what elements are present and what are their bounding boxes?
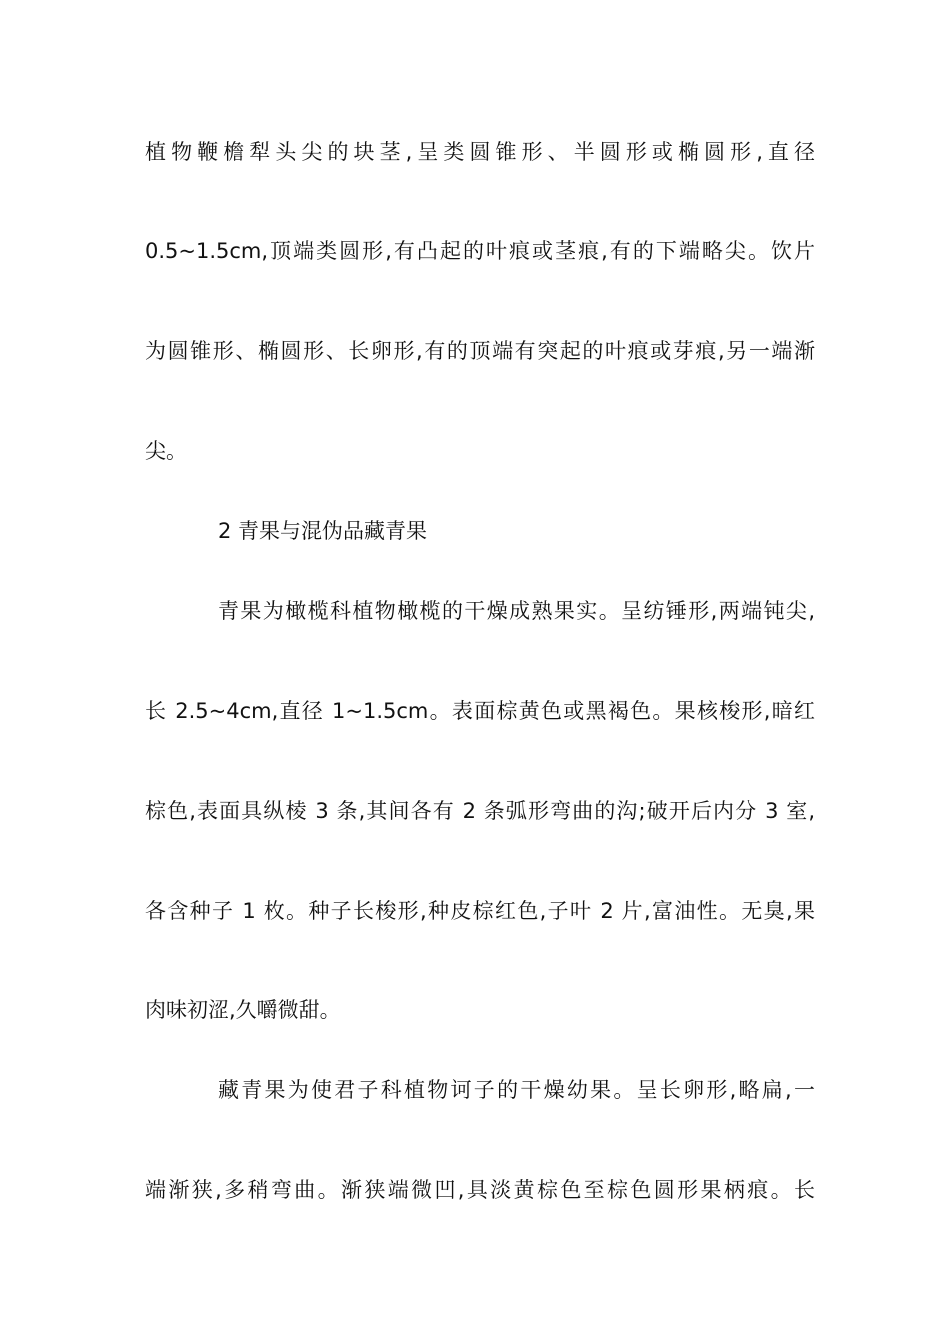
text-line: 0.5~1.5cm,顶端类圆形,有凸起的叶痕或茎痕,有的下端略尖。饮片 — [145, 239, 815, 263]
text-line: 端渐狭,多稍弯曲。渐狭端微凹,具淡黄棕色至棕色圆形果柄痕。长 — [145, 1178, 815, 1202]
text-line: 藏青果为使君子科植物诃子的干燥幼果。呈长卵形,略扁,一 — [218, 1078, 815, 1102]
text-line: 青果为橄榄科植物橄榄的干燥成熟果实。呈纺锤形,两端钝尖, — [218, 599, 815, 623]
text-line: 长 2.5~4cm,直径 1~1.5cm。表面棕黄色或黑褐色。果核梭形,暗红 — [145, 699, 815, 723]
text-line: 尖。 — [145, 439, 187, 463]
text-line: 植物鞭檐犁头尖的块茎,呈类圆锥形、半圆形或椭圆形,直径 — [145, 140, 815, 164]
text-line: 肉味初涩,久嚼微甜。 — [145, 998, 341, 1022]
text-line: 棕色,表面具纵棱 3 条,其间各有 2 条弧形弯曲的沟;破开后内分 3 室, — [145, 799, 815, 823]
section-heading: 2 青果与混伪品藏青果 — [218, 519, 428, 543]
text-line: 为圆锥形、椭圆形、长卵形,有的顶端有突起的叶痕或芽痕,另一端渐 — [145, 339, 815, 363]
text-line: 各含种子 1 枚。种子长梭形,种皮棕红色,子叶 2 片,富油性。无臭,果 — [145, 899, 815, 923]
